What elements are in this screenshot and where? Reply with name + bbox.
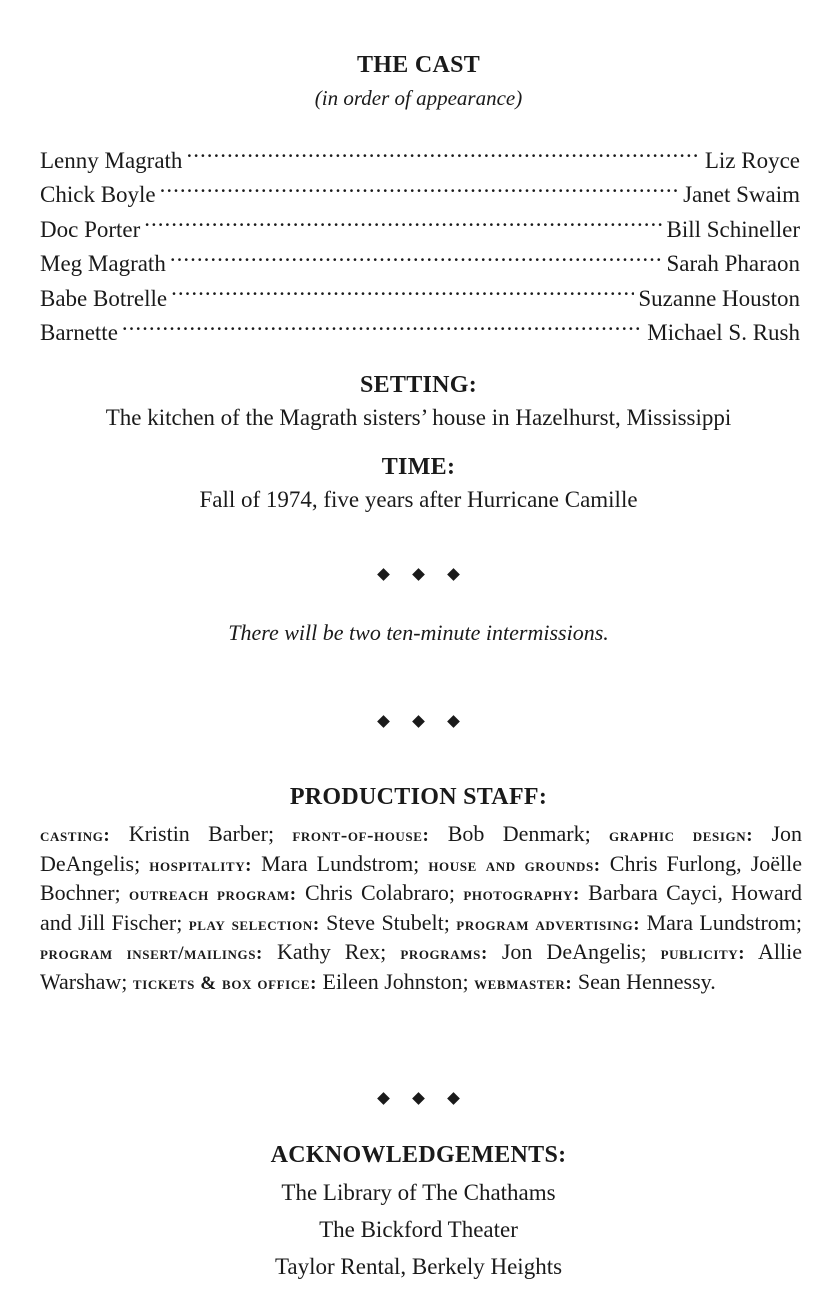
staff-names: Chris Furlong, Joëlle Bochner; [40, 850, 803, 906]
cast-actor: Janet Swaim [683, 182, 800, 207]
ornament-divider [0, 1090, 837, 1108]
cast-list [40, 133, 800, 345]
staff-role: outreach program: [128, 884, 297, 906]
cast-subheading: (in order of appearance) [314, 86, 523, 110]
cast-actor: Bill Schineller [666, 216, 800, 242]
staff-role: graphic design: [609, 825, 754, 846]
setting-text: The kitchen of the Magrath sisters’ house in Hazelhurst, Mississippi [105, 405, 732, 430]
staff-names: Barbara Cayci, Howard and Jill Fischer; [40, 880, 803, 935]
staff-role: publicity: [660, 943, 746, 965]
staff-role: program advertising: [456, 913, 641, 935]
cast-role: Barnette [40, 320, 118, 345]
production-staff-heading: PRODUCTION STAFF: [289, 784, 548, 810]
cast-role: Babe Botrelle [40, 285, 168, 311]
staff-role: casting: [40, 825, 111, 846]
diamond-icon [377, 1092, 390, 1105]
cast-actor: Michael S. Rush [647, 320, 800, 345]
ornament-divider [0, 566, 837, 584]
staff-role: hospitality: [149, 854, 253, 876]
staff-names: Kathy Rex; [276, 939, 387, 965]
cast-row [40, 133, 800, 173]
staff-names: Kristin Barber; [128, 821, 275, 846]
diamond-icon [412, 568, 425, 581]
diamond-icon [447, 1092, 460, 1105]
dot-leader [122, 306, 643, 341]
diamond-icon [447, 715, 460, 728]
cast-role: Doc Porter [40, 216, 141, 242]
time-text: Fall of 1974, five years after Hurricane Camille [199, 487, 638, 512]
cast-actor: Sarah Pharaon [666, 251, 800, 276]
diamond-icon [412, 715, 425, 728]
dot-leader [144, 202, 662, 237]
staff-names: Mara Lundstrom; [261, 850, 420, 876]
staff-role: webmaster: [474, 972, 573, 994]
staff-names: Jon DeAngelis; [501, 939, 647, 965]
dot-leader [170, 237, 663, 272]
dot-leader [186, 133, 700, 168]
cast-role: Meg Magrath [40, 251, 166, 276]
dot-leader [160, 168, 679, 203]
cast-actor: Suzanne Houston [638, 285, 800, 311]
staff-role: play selection: [188, 913, 320, 935]
staff-names: Jon DeAngelis; [40, 821, 803, 876]
ornament-divider [0, 713, 837, 731]
setting-heading: SETTING: [359, 372, 478, 398]
staff-role: front-of-house: [292, 825, 430, 846]
diamond-icon [412, 1092, 425, 1105]
diamond-icon [447, 568, 460, 581]
staff-names: Sean Hennessy. [577, 968, 716, 994]
staff-names: Steve Stubelt; [326, 909, 450, 935]
cast-role: Chick Boyle [40, 182, 156, 207]
staff-names: Mara Lundstrom; [646, 909, 803, 935]
staff-role: programs: [400, 943, 488, 965]
cast-heading: THE CAST [356, 52, 481, 78]
diamond-icon [377, 715, 390, 728]
acknowledgement-line: The Bickford Theater [319, 1217, 518, 1242]
staff-role: program insert/mailings: [40, 943, 263, 965]
time-heading: TIME: [381, 454, 456, 480]
diamond-icon [377, 568, 390, 581]
cast-role: Lenny Magrath [40, 147, 183, 173]
cast-actor: Liz Royce [704, 147, 800, 173]
acknowledgement-line: The Library of The Chathams [281, 1180, 556, 1205]
acknowledgement-line: Taylor Rental, Berkely Heights [274, 1254, 563, 1279]
intermission-note: There will be two ten-minute intermissions. [228, 620, 609, 645]
dot-leader [171, 271, 634, 306]
production-staff-list [40, 820, 802, 998]
staff-role: photography: [463, 884, 580, 906]
acknowledgements-heading: ACKNOWLEDGEMENTS: [270, 1142, 567, 1168]
staff-names: Allie Warshaw; [40, 939, 803, 994]
staff-role: house and grounds: [428, 854, 601, 876]
staff-names: Eileen Johnston; [322, 968, 469, 994]
staff-role: tickets & box office: [132, 972, 318, 994]
staff-names: Bob Denmark; [447, 821, 591, 846]
staff-names: Chris Colabraro; [305, 880, 456, 906]
